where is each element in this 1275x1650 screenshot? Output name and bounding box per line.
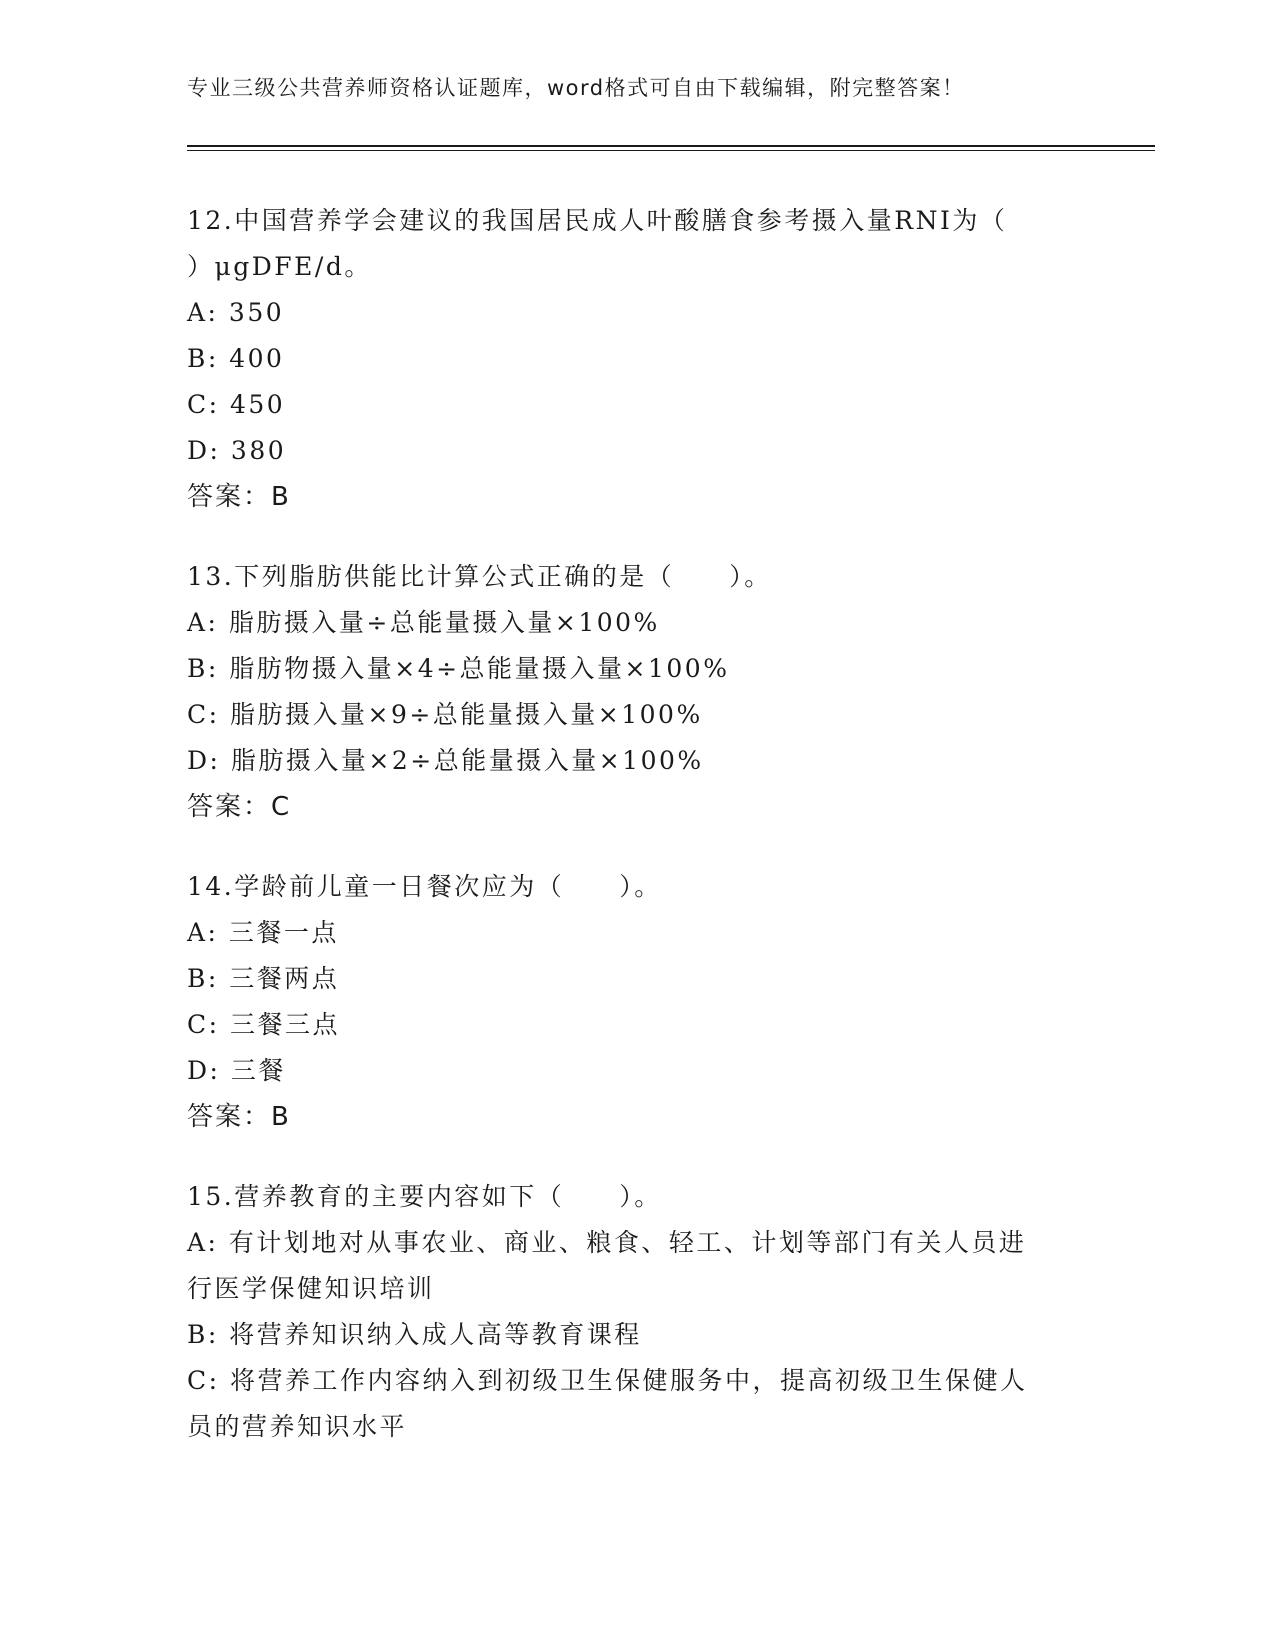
option-b: B: 将营养知识纳入成人高等教育课程 <box>187 1320 642 1349</box>
option-b: B: 脂肪物摄入量×4÷总能量摄入量×100% <box>187 654 730 683</box>
question-stem: 14.学龄前儿童一日餐次应为（ ）。 <box>187 872 662 901</box>
question-list <box>187 198 1087 1484</box>
question-12 <box>187 198 1087 520</box>
question-14 <box>187 864 1087 1140</box>
page-header: 专业三级公共营养师资格认证题库，word格式可自由下载编辑，附完整答案！ <box>187 76 965 100</box>
question-stem: 13.下列脂肪供能比计算公式正确的是（ ）。 <box>187 562 772 591</box>
option-d: D: 脂肪摄入量×2÷总能量摄入量×100% <box>187 746 704 775</box>
question-stem-continued: ）μgDFE/d。 <box>187 252 372 281</box>
option-c-continued: 员的营养知识水平 <box>187 1412 408 1441</box>
answer: 答案：B <box>187 1102 291 1132</box>
option-a: A: 三餐一点 <box>187 918 339 947</box>
option-b: B: 400 <box>187 344 285 373</box>
answer: 答案：B <box>187 482 291 512</box>
question-stem: 12.中国营养学会建议的我国居民成人叶酸膳食参考摄入量RNI为（ <box>187 206 1008 235</box>
option-a: A: 有计划地对从事农业、商业、粮食、轻工、计划等部门有关人员进 <box>187 1228 1027 1257</box>
option-b: B: 三餐两点 <box>187 964 340 993</box>
option-d: D: 三餐 <box>187 1056 286 1085</box>
question-stem: 15.营养教育的主要内容如下（ ）。 <box>187 1182 662 1211</box>
answer: 答案：C <box>187 792 292 822</box>
option-c: C: 450 <box>187 390 286 419</box>
option-c: C: 脂肪摄入量×9÷总能量摄入量×100% <box>187 700 703 729</box>
option-c: C: 将营养工作内容纳入到初级卫生保健服务中，提高初级卫生保健人 <box>187 1366 1028 1395</box>
question-13 <box>187 554 1087 830</box>
option-a-continued: 行医学保健知识培训 <box>187 1274 435 1303</box>
option-c: C: 三餐三点 <box>187 1010 340 1039</box>
option-a: A: 脂肪摄入量÷总能量摄入量×100% <box>187 608 660 637</box>
option-a: A: 350 <box>187 298 285 327</box>
header-divider <box>187 145 1155 151</box>
question-15 <box>187 1174 1087 1450</box>
option-d: D: 380 <box>187 436 287 465</box>
